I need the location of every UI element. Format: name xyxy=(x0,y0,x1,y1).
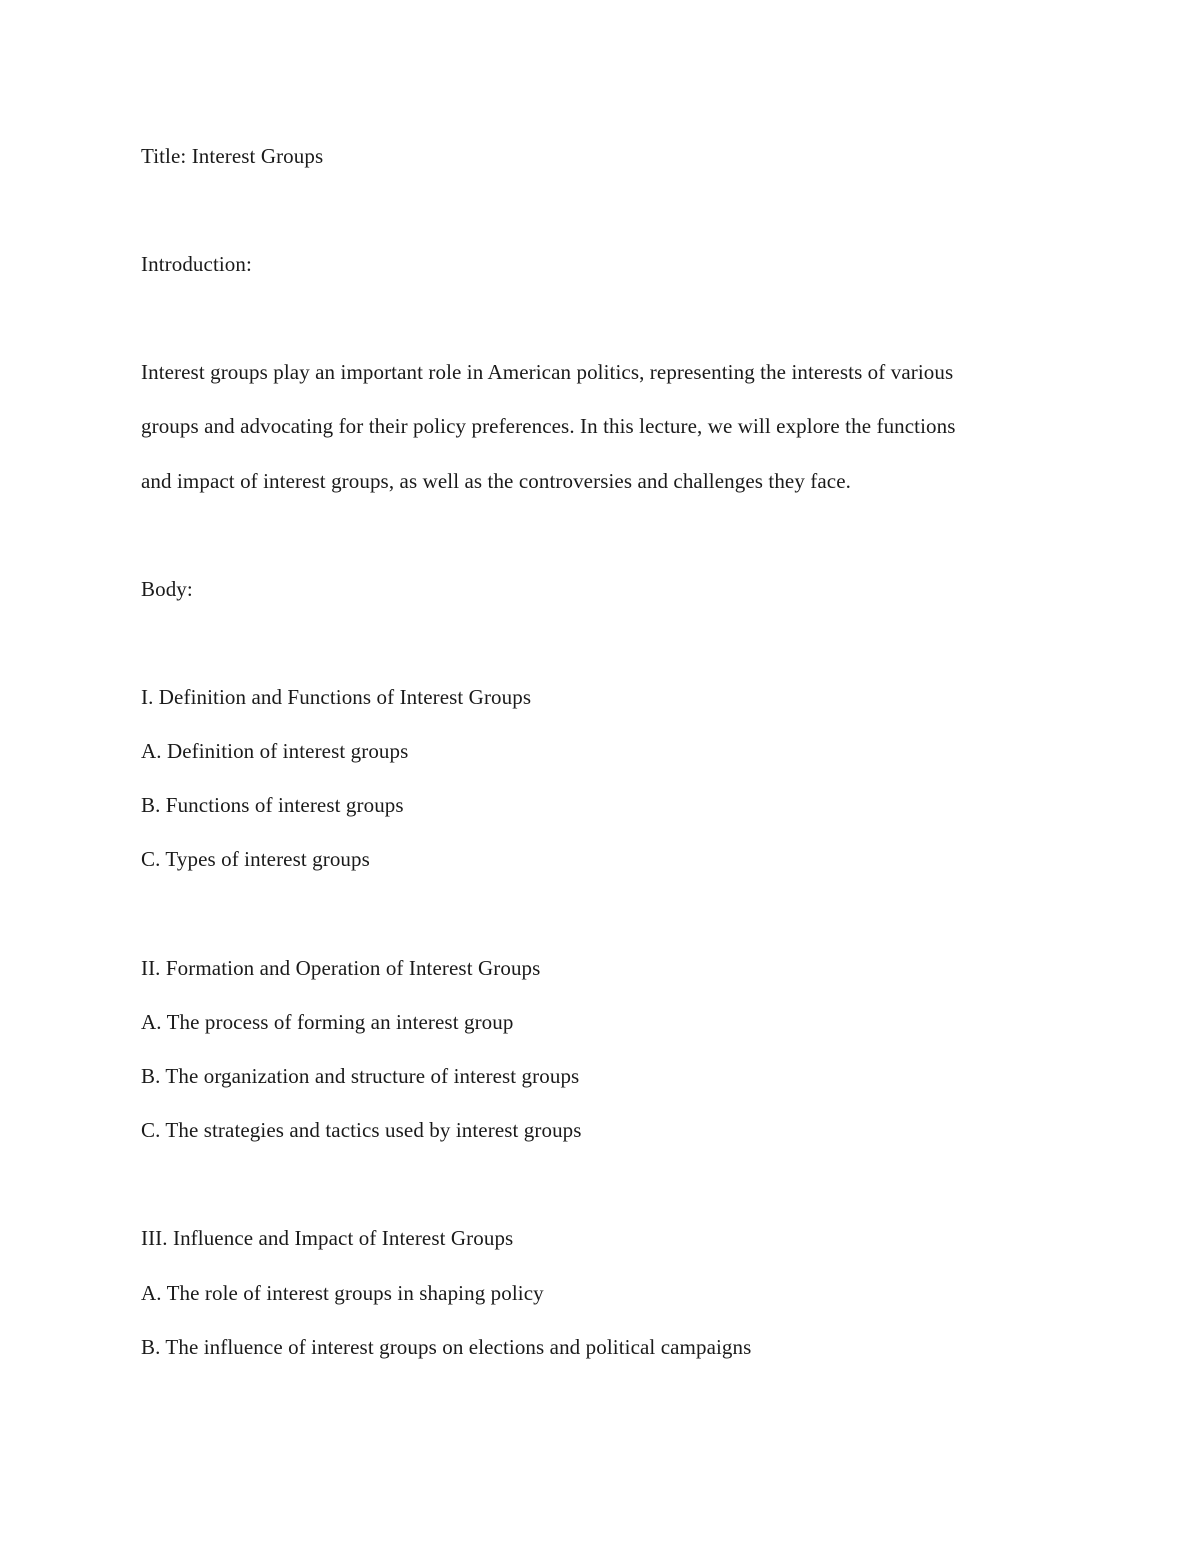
section-heading: II. Formation and Operation of Interest Groups xyxy=(141,956,541,980)
body-heading: Body: xyxy=(141,577,193,601)
outline-item: C. Types of interest groups xyxy=(141,847,370,871)
outline-item: B. The influence of interest groups on elections and political campaigns xyxy=(141,1335,752,1359)
introduction-heading: Introduction: xyxy=(141,252,252,276)
document-title: Title: Interest Groups xyxy=(141,144,324,168)
introduction-paragraph-line: groups and advocating for their policy preferences. In this lecture, we will explore the functions xyxy=(141,414,956,438)
introduction-paragraph-line: Interest groups play an important role in American politics, representing the interests of various xyxy=(141,360,954,384)
section-heading: I. Definition and Functions of Interest Groups xyxy=(141,685,532,709)
outline-item: B. Functions of interest groups xyxy=(141,793,404,817)
section-heading: III. Influence and Impact of Interest Groups xyxy=(141,1226,514,1250)
outline-item: B. The organization and structure of interest groups xyxy=(141,1064,580,1088)
introduction-paragraph-line: and impact of interest groups, as well as the controversies and challenges they face. xyxy=(141,469,851,493)
outline-item: A. Definition of interest groups xyxy=(141,739,409,763)
outline-item: C. The strategies and tactics used by interest groups xyxy=(141,1118,582,1142)
outline-item: A. The role of interest groups in shaping policy xyxy=(141,1281,544,1305)
outline-item: A. The process of forming an interest group xyxy=(141,1010,514,1034)
